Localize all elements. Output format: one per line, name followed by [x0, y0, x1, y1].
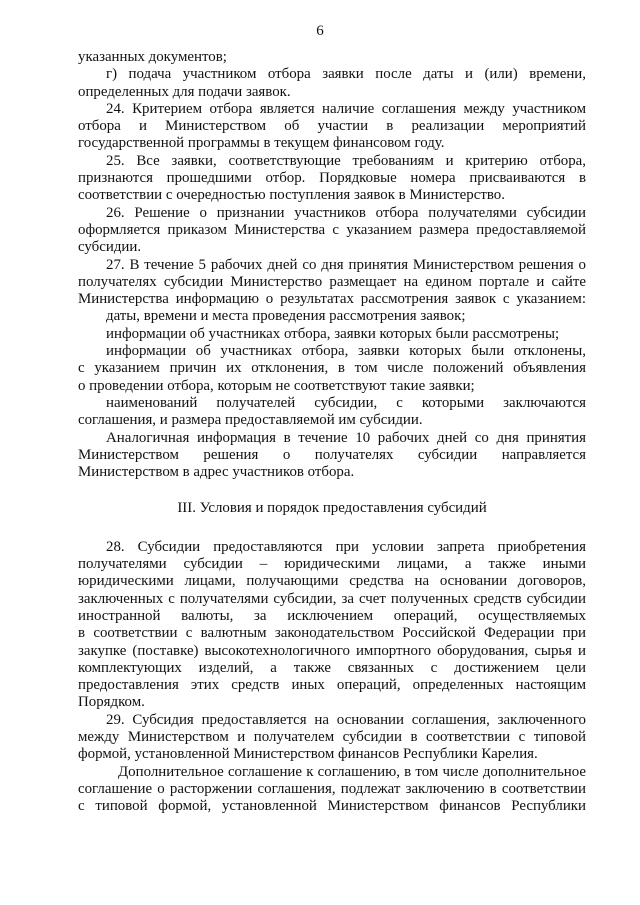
text-line: между Министерством и получателем субсидии в соответствии с типовой — [78, 728, 586, 745]
text-line: Министерством решения о получателях субсидии направляется — [78, 446, 586, 463]
text-line: закупке (поставке) высокотехнологичного импортного оборудования, сырья и — [78, 642, 586, 659]
text-line: 24. Критерием отбора является наличие соглашения между участником — [106, 100, 586, 117]
text-line: оформляется приказом Министерства с указанием размера предоставляемой — [78, 221, 586, 238]
text-line: указанных документов; — [78, 49, 227, 65]
text-line: 28. Субсидии предоставляются при условии запрета приобретения — [106, 538, 586, 555]
text-line: определенных для подачи заявок. — [78, 83, 291, 100]
text-line: 25. Все заявки, соответствующие требованиям и критерию отбора, — [106, 152, 586, 169]
text-line: соглашения, и размера предоставляемой им субсидии. — [78, 412, 423, 429]
text-line: Аналогичная информация в течение 10 рабочих дней со дня принятия — [106, 429, 586, 446]
text-line: комплектующих изделий, а также связанных с достижением цели — [78, 659, 586, 676]
text-line: Министерства информацию о результатах рассмотрения заявок с указанием: — [78, 291, 586, 308]
text-line: Дополнительное соглашение к соглашению, в том числе дополнительное — [118, 763, 586, 780]
text-line: государственной программы в текущем финансовом году. — [78, 135, 445, 152]
text-line: предоставления этих средств иных операций, определенных настоящим — [78, 677, 586, 694]
text-line: субсидии. — [78, 239, 142, 256]
text-line: 27. В течение 5 рабочих дней со дня принятия Министерством решения о — [106, 256, 586, 273]
section-heading: III. Условия и порядок предоставления субсидий — [177, 500, 487, 517]
text-line: даты, времени и места проведения рассмотрения заявок; — [106, 308, 466, 325]
text-line: иностранной валюты, за исключением операций, осуществляемых — [78, 607, 586, 624]
text-line: г) подача участником отбора заявки после даты и (или) времени, — [106, 66, 586, 83]
text-line: Министерством в адрес участников отбора. — [78, 464, 355, 481]
text-line: информации об участниках отбора, заявки которых были рассмотрены; — [106, 325, 560, 342]
text-line: с указанием причин их отклонения, в том числе положений объявления — [78, 360, 586, 377]
text-line: наименований получателей субсидии, с которыми заключаются — [106, 394, 586, 411]
text-line: в соответствии с валютным законодательством Российской Федерации при — [78, 625, 586, 642]
text-line: с типовой формой, установленной Министерством финансов Республики — [78, 798, 586, 815]
text-line: формой, установленной Министерством финансов Республики Карелия. — [78, 746, 538, 763]
text-line: 29. Субсидия предоставляется на основании соглашения, заключенного — [106, 711, 586, 728]
page-number: 6 — [316, 23, 324, 39]
text-line: заключенных с получателями субсидии, за счет полученных средств субсидии — [78, 590, 586, 607]
text-line: 26. Решение о признании участников отбора получателями субсидии — [106, 204, 586, 221]
text-line: получателях субсидии Министерство размещает на едином портале и сайте — [78, 273, 586, 290]
text-line: Порядком. — [78, 694, 145, 711]
text-line: информации об участниках отбора, заявки которых были отклонены, — [106, 343, 586, 360]
document-body — [78, 49, 586, 815]
text-line: признаются прошедшими отбор. Порядковые номера присваиваются в — [78, 170, 586, 187]
text-line: соглашение о расторжении соглашения, подлежат заключению в соответствии — [78, 780, 586, 797]
text-line: получателями субсидии – юридическими лицами, а также иными — [78, 556, 586, 573]
text-line: юридическими лицами, получающими средства на основании договоров, — [78, 573, 586, 590]
text-line: отбора и Министерством об участии в реализации мероприятий — [78, 118, 586, 135]
text-line: о проведении отбора, которым не соответствуют такие заявки; — [78, 377, 475, 394]
text-line: соответствии с очередностью поступления заявок в Министерство. — [78, 187, 505, 204]
